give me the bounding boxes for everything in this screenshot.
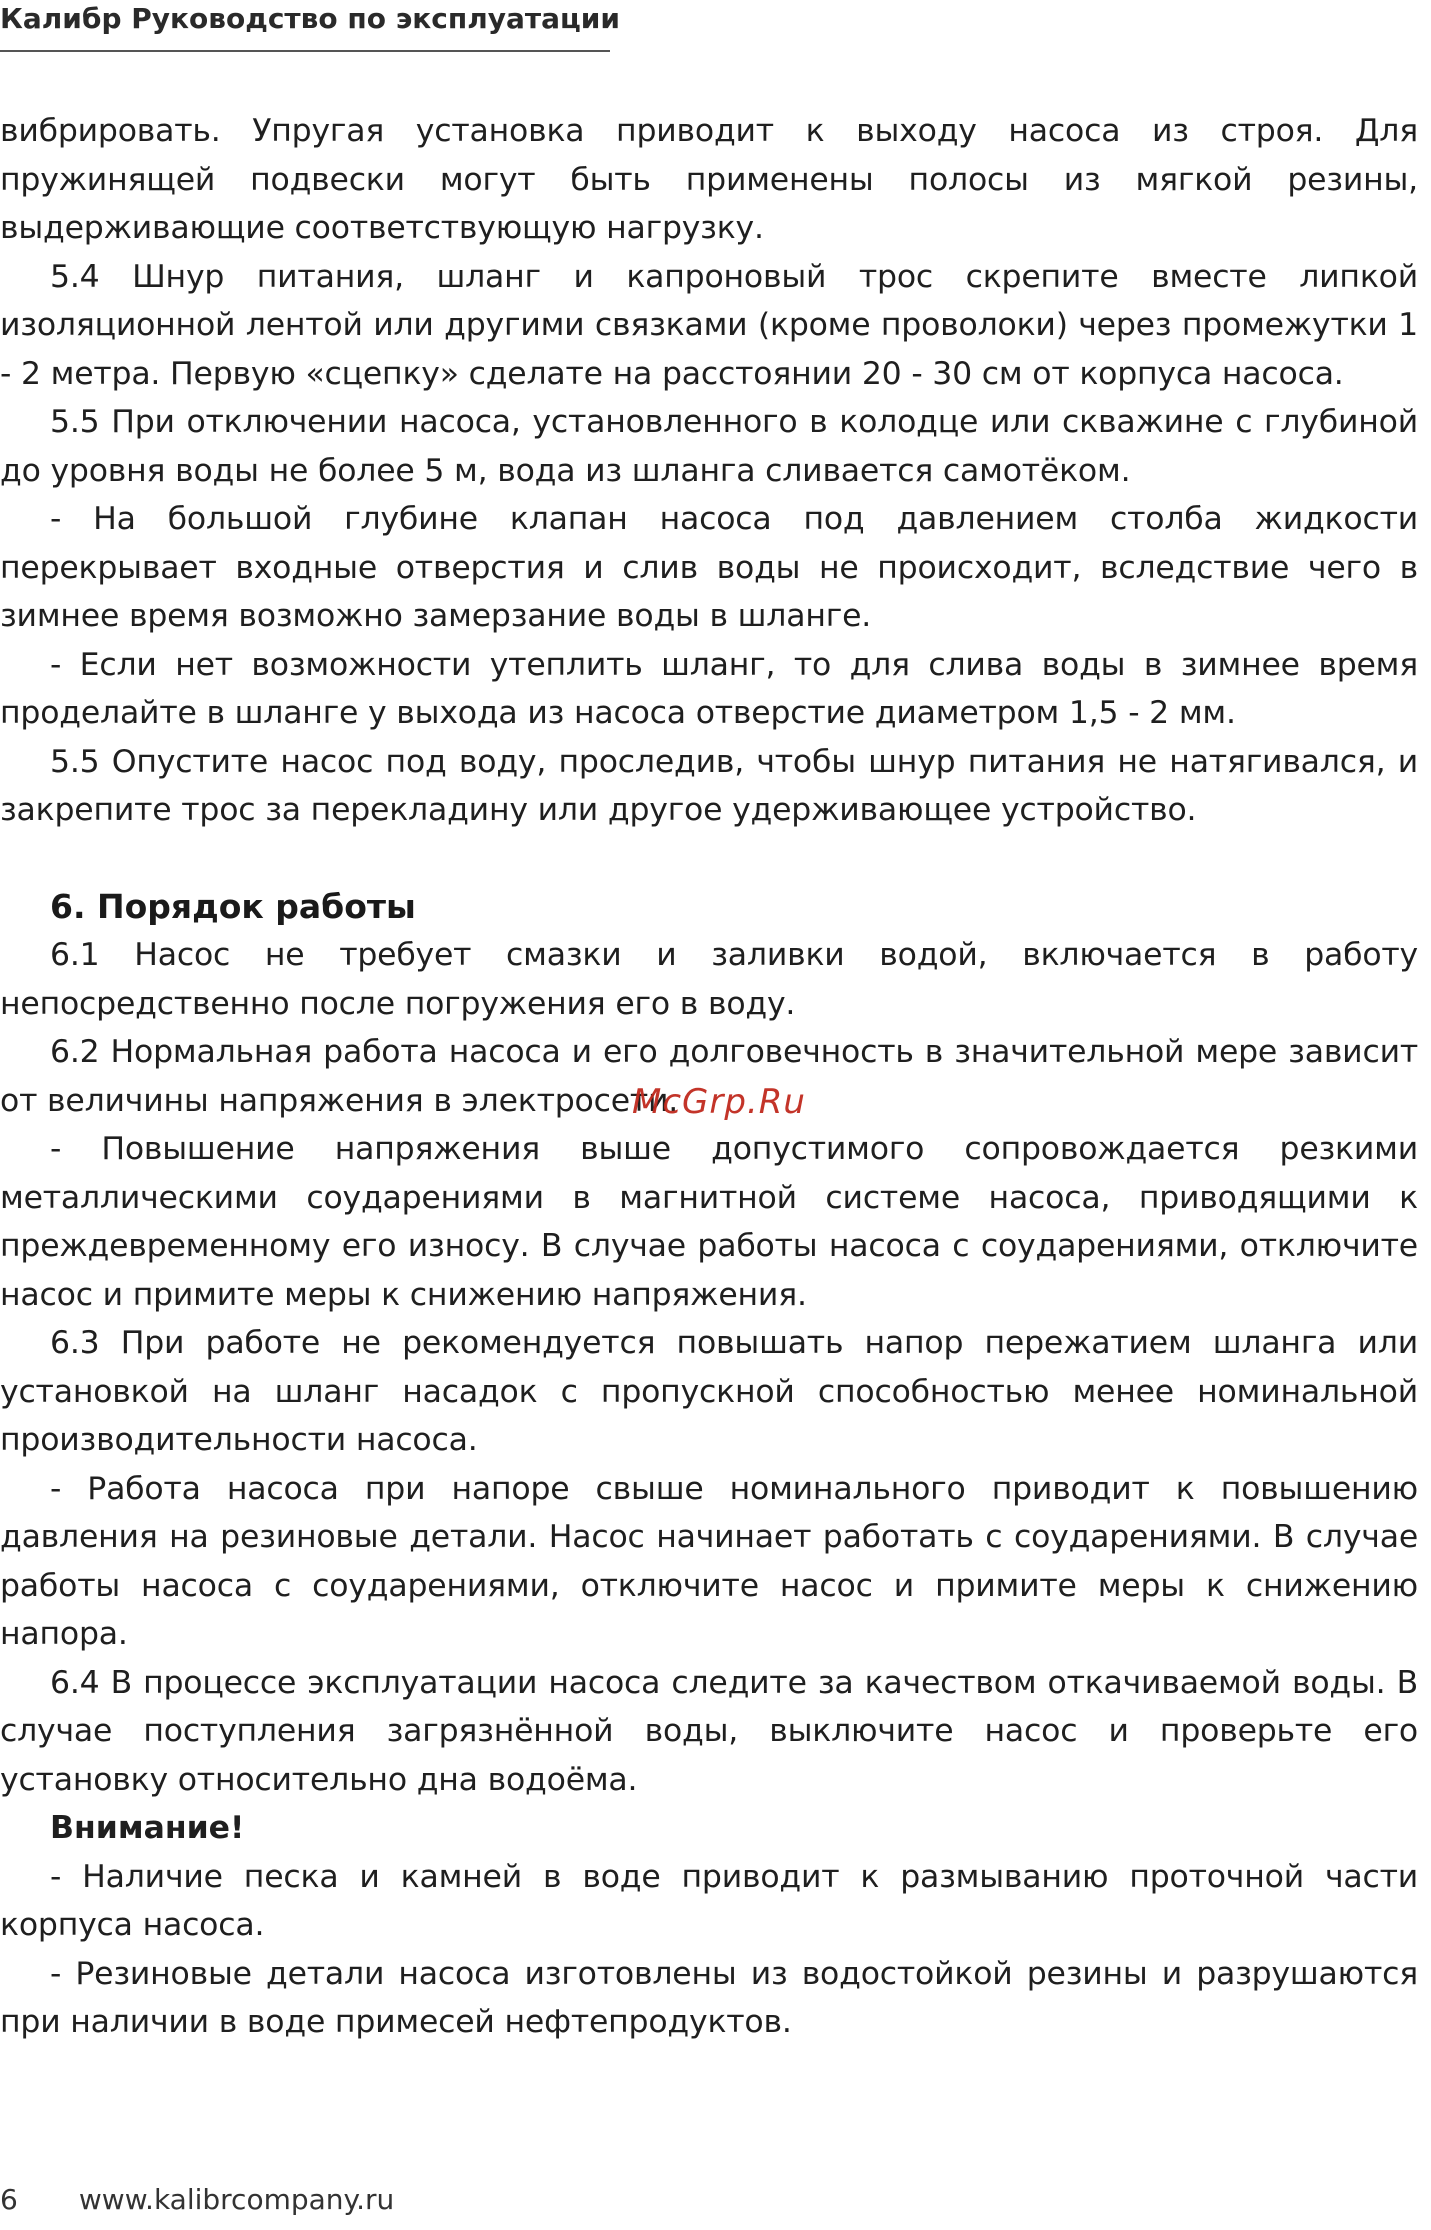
paragraph: - Резиновые детали насоса изготовлены из водостойкой резины и разрушаются при наличии в воде примесей нефтепродуктов. — [0, 1955, 1418, 2040]
watermark: McGrp.Ru — [632, 1082, 806, 1122]
paragraph: 5.5 При отключении насоса, установленного в колодце или скважине с глубиной до уровня воды не более 5 м, вода из шланга сливается самотёком. — [0, 404, 1418, 489]
page-header — [0, 0, 621, 52]
page-number: 6 — [0, 2183, 18, 2216]
website-link[interactable]: www.kalibrcompany.ru — [78, 2183, 395, 2216]
document-body — [0, 107, 1418, 2047]
paragraph: вибрировать. Упругая установка приводит к выходу насоса из строя. Для пружинящей подвески могут быть применены полосы из мягкой резины, выдерживающие соответствующую нагрузку. — [0, 113, 1418, 246]
section-heading: 6. Порядок работы — [50, 886, 416, 926]
page-footer — [0, 2183, 394, 2216]
paragraph: - Наличие песка и камней в воде приводит к размыванию проточной части корпуса насоса. — [0, 1858, 1418, 1943]
paragraph: - Повышение напряжения выше допустимого сопровождается резкими металлическими соударениями в магнитной системе насоса, приводящими к преждевременному его износу. В случае работы насоса с соударениями, отключите насос и примите меры к снижению напряжения. — [0, 1131, 1418, 1313]
paragraph: 6.3 При работе не рекомендуется повышать напор пережатием шланга или установкой на шланг насадок с пропускной способностью менее номинальной производительности насоса. — [0, 1325, 1418, 1458]
paragraph: 5.5 Опустите насос под воду, проследив, чтобы шнур питания не натягивался, и закрепите трос за перекладину или другое удерживающее устройство. — [0, 743, 1418, 828]
warning-label: Внимание! — [50, 1810, 245, 1846]
paragraph: 6.1 Насос не требует смазки и заливки водой, включается в работу непосредственно после погружения его в воду. — [0, 937, 1418, 1022]
document-title: Калибр Руководство по эксплуатации — [0, 2, 621, 35]
section-spacer — [0, 835, 1418, 883]
paragraph: 6.4 В процессе эксплуатации насоса следите за качеством откачиваемой воды. В случае поступления загрязнённой воды, выключите насос и проверьте его установку относительно дна водоёма. — [0, 1664, 1418, 1798]
paragraph: - На большой глубине клапан насоса под давлением столба жидкости перекрывает входные отверстия и слив воды не происходит, вследствие чего в зимнее время возможно замерзание воды в шланге. — [0, 501, 1418, 634]
paragraph: 5.4 Шнур питания, шланг и капроновый трос скрепите вместе липкой изоляционной лентой или другими связками (кроме проволоки) через промежутки 1 - 2 метра. Первую «сцепку» сделате на расстоянии 20 - 30 см от корпуса насоса. — [0, 258, 1418, 392]
paragraph: - Если нет возможности утеплить шланг, то для слива воды в зимнее время проделайте в шланге у выхода из насоса отверстие диаметром 1,5 - 2 мм. — [0, 646, 1418, 731]
paragraph: 6.2 Нормальная работа насоса и его долговечность в значительной мере зависит от величины напряжения в электросети. — [0, 1034, 1418, 1119]
paragraph: - Работа насоса при напоре свыше номинального приводит к повышению давления на резиновые детали. Насос начинает работать с соударениями. В случае работы насоса с соударениями, отключите насос и примите меры к снижению напора. — [0, 1470, 1418, 1652]
